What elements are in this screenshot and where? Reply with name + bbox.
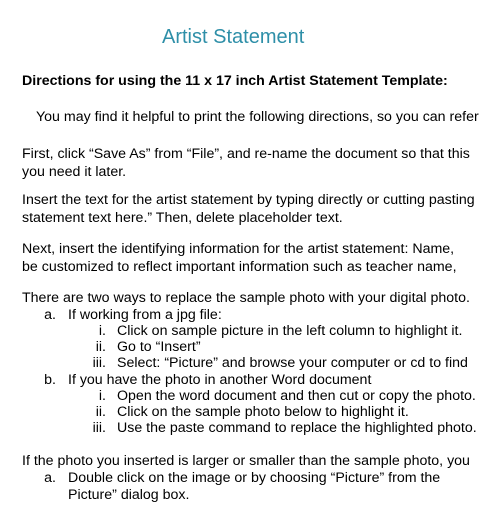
para3-line1: Next, insert the identifying information for the artist statement: Name,	[22, 241, 455, 257]
sublist-item-b-ii: Click on the sample photo below to highlight it.	[117, 404, 409, 420]
para1-line2: you need it later.	[22, 164, 127, 180]
list-marker-para5-a: a.	[44, 470, 56, 486]
para2-line2: statement text here.” Then, delete placeholder text.	[22, 210, 343, 226]
para5-line1: If the photo you inserted is larger or smaller than the sample photo, you	[22, 453, 470, 469]
list-item-a: If working from a jpg file:	[68, 307, 222, 323]
sublist-item-b-iii: Use the paste command to replace the highlighted photo.	[117, 420, 477, 436]
para5-item-a-line1: Double click on the image or by choosing “Picture” from the	[68, 470, 441, 486]
list-marker-b: b.	[44, 372, 56, 388]
sublist-marker-b-ii: ii.	[95, 404, 106, 420]
sublist-marker-a-i: i.	[98, 323, 106, 339]
sublist-marker-b-iii: iii.	[92, 420, 106, 436]
document-title: Artist Statement	[162, 26, 305, 48]
directions-heading: Directions for using the 11 x 17 inch Artist Statement Template:	[22, 73, 448, 89]
sublist-item-a-iii: Select: “Picture” and browse your computer or cd to find	[117, 355, 468, 371]
para2-line1: Insert the text for the artist statement by typing directly or cutting pasting	[22, 192, 475, 208]
para5-item-a-line2: Picture” dialog box.	[68, 487, 190, 503]
sublist-item-a-i: Click on sample picture in the left column to highlight it.	[117, 323, 463, 339]
list-item-b: If you have the photo in another Word document	[68, 372, 372, 388]
sublist-item-b-i: Open the word document and then cut or copy the photo.	[117, 388, 476, 404]
sublist-marker-a-ii: ii.	[95, 339, 106, 355]
intro-text: You may find it helpful to print the following directions, so you can refer	[36, 109, 479, 125]
para4-line1: There are two ways to replace the sample photo with your digital photo.	[22, 290, 470, 306]
sublist-marker-b-i: i.	[98, 388, 106, 404]
para1-line1: First, click “Save As” from “File”, and re-name the document so that this	[22, 146, 470, 162]
para3-line2: be customized to reflect important information such as teacher name,	[22, 259, 457, 275]
list-marker-a: a.	[44, 307, 56, 323]
sublist-marker-a-iii: iii.	[92, 355, 106, 371]
sublist-item-a-ii: Go to “Insert”	[117, 339, 201, 355]
